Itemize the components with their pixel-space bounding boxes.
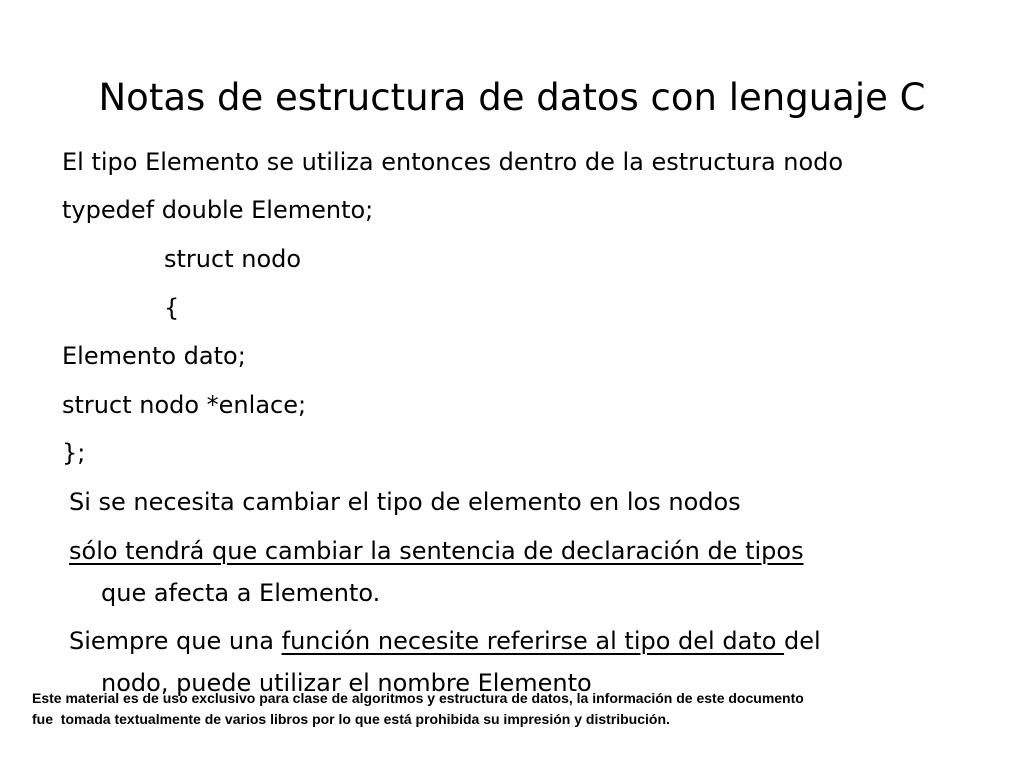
slide-title: Notas de estructura de datos con lenguaje C xyxy=(98,76,926,119)
footer-disclaimer xyxy=(32,688,992,730)
siempre-suffix: del xyxy=(784,627,821,655)
body-line-cambiar-tipo: Si se necesita cambiar el tipo de elemento en los nodos xyxy=(69,488,741,516)
footer-line-2: fue tomada textualmente de varios libros por lo que está prohibida su impresión y distribución. xyxy=(32,711,670,727)
code-line-struct-nodo: struct nodo xyxy=(164,245,302,273)
code-line-enlace: struct nodo *enlace; xyxy=(62,391,307,419)
body-line-nodo-nombre: nodo, puede utilizar el nombre Elemento xyxy=(101,669,592,697)
footer-line-1: Este material es de uso exclusivo para clase de algoritmos y estructura de datos, la información de este documento xyxy=(32,690,804,706)
code-line-close-brace: }; xyxy=(62,439,86,467)
code-line-elemento-dato: Elemento dato; xyxy=(62,342,246,370)
body-line-intro: El tipo Elemento se utiliza entonces dentro de la estructura nodo xyxy=(62,148,844,176)
code-line-typedef: typedef double Elemento; xyxy=(62,196,374,224)
body-line-afecta-elemento: que afecta a Elemento. xyxy=(101,579,381,607)
body-line-siempre-que xyxy=(69,625,821,657)
code-line-open-brace: { xyxy=(164,294,180,322)
underlined-sentence-declaracion: sólo tendrá que cambiar la sentencia de declaración de tipos xyxy=(69,537,804,565)
siempre-prefix: Siempre que una xyxy=(69,627,282,655)
underlined-funcion-necesite: función necesite referirse al tipo del dato xyxy=(281,627,785,655)
